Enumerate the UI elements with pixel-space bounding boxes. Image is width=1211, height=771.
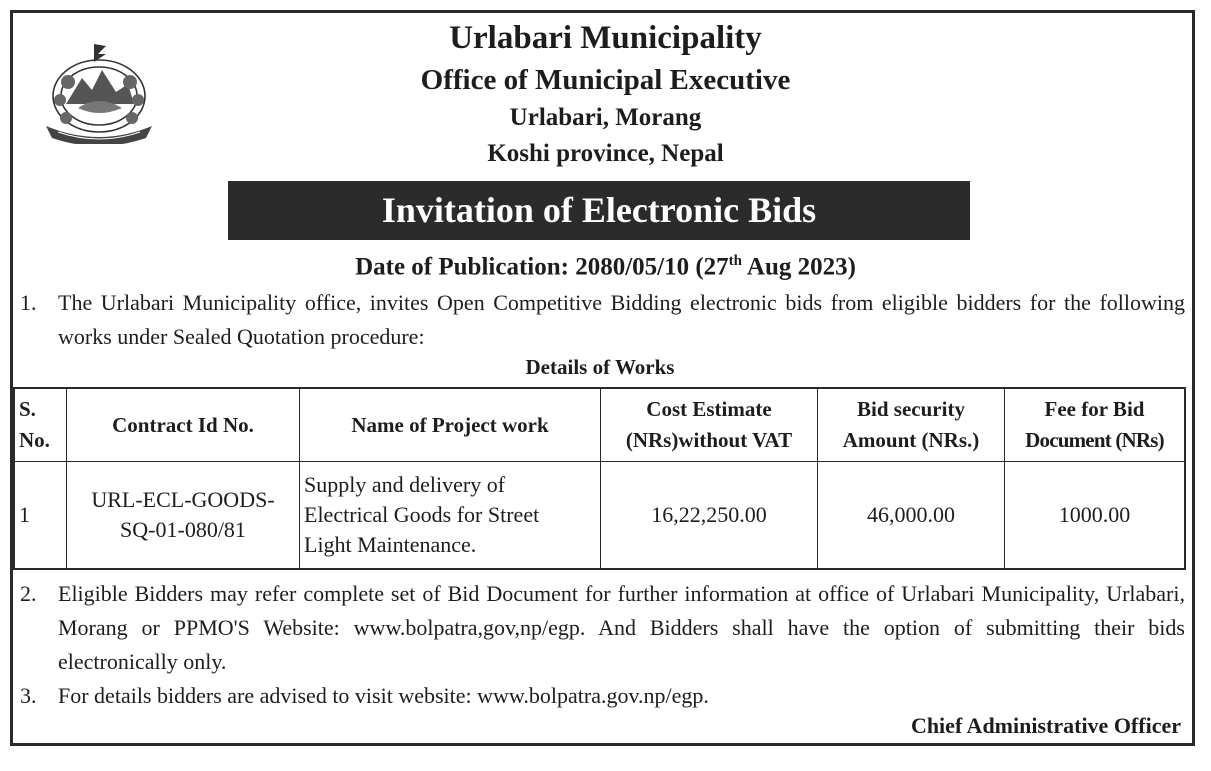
cell-line: Electrical Goods for Street	[304, 502, 540, 527]
cell-document-fee: 1000.00	[1005, 462, 1186, 570]
table-caption: Details of Works	[525, 355, 675, 379]
paragraph-text: For details bidders are advised to visit website: www.bolpatra.gov.np/egp.	[58, 683, 709, 708]
cell-line: SQ-01-080/81	[120, 517, 246, 542]
cell-line: URL-ECL-GOODS-	[91, 487, 275, 512]
header-contract-id	[67, 388, 300, 462]
cell-bid-security: 46,000.00	[818, 462, 1005, 570]
signature-title: Chief Administrative Officer	[910, 713, 1181, 738]
publication-date-tail: Aug 2023)	[742, 253, 856, 281]
cell-project-name	[300, 462, 601, 570]
header-bid-security	[818, 388, 1005, 462]
notice-title-banner: Invitation of Electronic Bids	[228, 181, 970, 240]
publication-date	[0, 253, 1211, 281]
office-location: Urlabari, Morang	[509, 104, 702, 131]
paragraph-text: Eligible Bidders may refer complete set of Bid Document for further information at office of Urlabari Municipality, Urlabari, Morang or PPMO'S Website: www.bolpatra,gov,np/egp. And Bidders shall have the option of submitting their bids electronically only.	[58, 581, 1185, 674]
table-header-row	[14, 388, 1185, 462]
header-line: (NRs)without VAT	[625, 428, 793, 452]
paragraph-1	[20, 286, 1185, 354]
table-row	[14, 462, 1185, 570]
header-line: Document (NRs)	[1025, 428, 1164, 452]
paragraph-text: The Urlabari Municipality office, invites Open Competitive Bidding electronic bids from eligible bidders for the following works under Sealed Quotation procedure:	[58, 290, 1185, 349]
cell-contract-id	[67, 462, 300, 570]
header-line: S.	[19, 397, 36, 421]
paragraph-number: 1.	[20, 290, 37, 315]
office-name: Office of Municipal Executive	[420, 64, 791, 96]
header-sn	[14, 388, 67, 462]
cell-line: Supply and delivery of	[304, 472, 506, 497]
header-document-fee	[1005, 388, 1186, 462]
header-line: Name of Project work	[351, 412, 549, 437]
header-line: Amount (NRs.)	[842, 428, 980, 452]
header-line: Cost Estimate	[646, 397, 772, 421]
header-line: Fee for Bid	[1044, 397, 1145, 421]
municipality-name: Urlabari Municipality	[449, 20, 762, 56]
paragraph-number: 3.	[20, 683, 37, 708]
publication-date-sup: th	[728, 253, 743, 269]
province-country: Koshi province, Nepal	[487, 140, 724, 167]
header-project-name	[300, 388, 601, 462]
cell-line: Light Maintenance.	[304, 532, 477, 557]
paragraph-number: 2.	[20, 581, 37, 606]
works-table	[13, 387, 1186, 570]
header-cost-estimate	[601, 388, 818, 462]
paragraph-2	[20, 577, 1185, 679]
publication-date-label: Date of Publication: 2080/05/10 (27	[355, 253, 729, 281]
header-line: Bid security	[857, 397, 965, 421]
cell-sn: 1	[14, 462, 67, 570]
header-line: No.	[19, 428, 50, 452]
paragraph-3	[20, 679, 1185, 713]
cell-cost-estimate: 16,22,250.00	[601, 462, 818, 570]
header-line: Contract Id No.	[112, 412, 254, 437]
